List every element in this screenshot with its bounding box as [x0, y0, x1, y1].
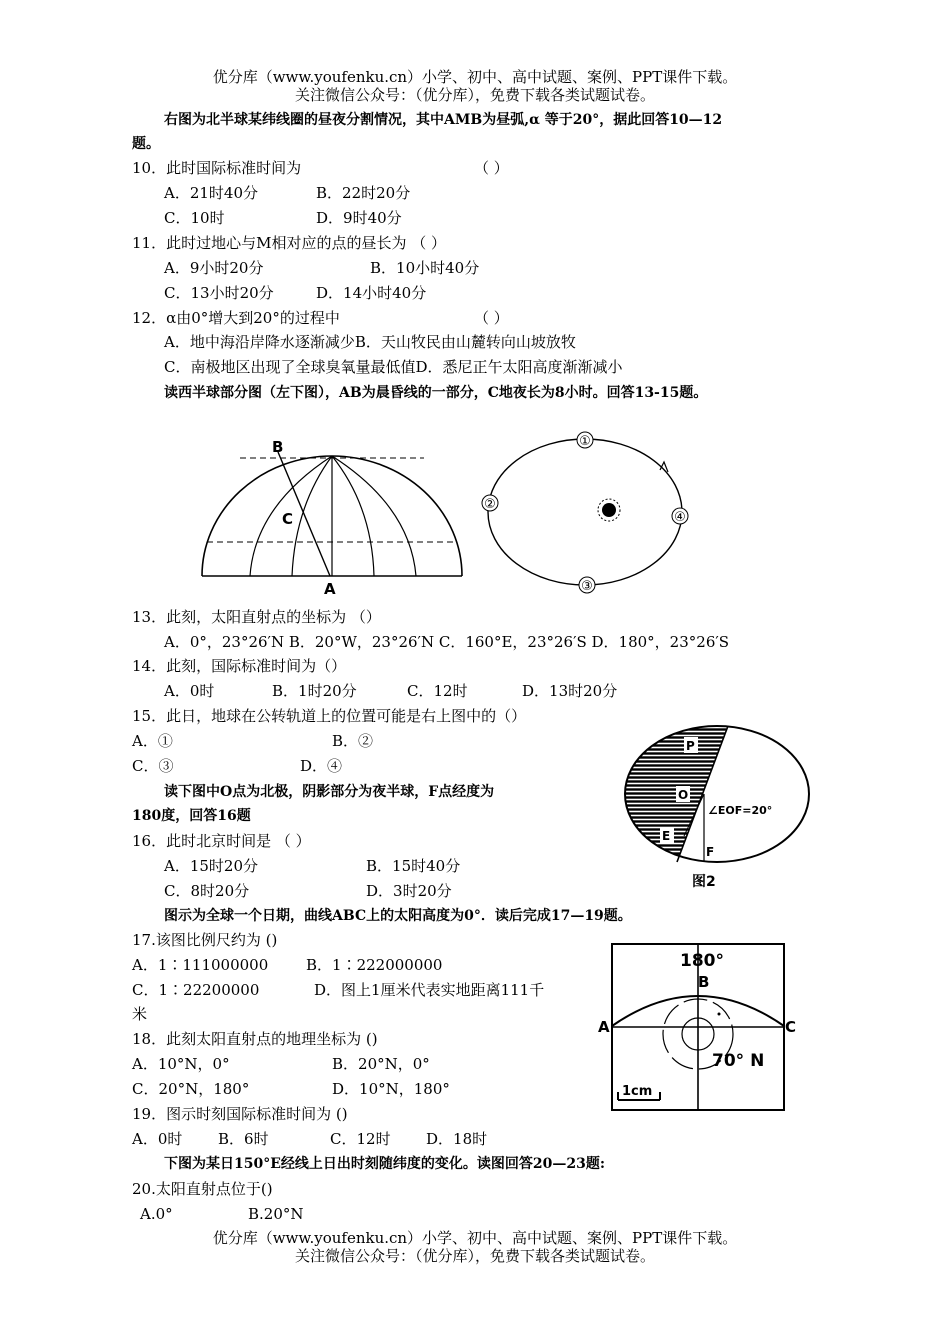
fig3-label-e: E [662, 829, 671, 843]
q11-stem: 11．此时过地心与M相对应的点的昼长为 （ ） [132, 234, 446, 252]
fig3-caption: 图2 [692, 874, 716, 890]
q16-stem: 16．此时北京时间是 （ ） [132, 832, 311, 850]
fig3-label-o: O [678, 788, 689, 802]
fig3-label-f: F [706, 845, 715, 859]
intro-20-23: 下图为某日150°E经线上日出时刻随纬度的变化。读图回答20—23题: [164, 1156, 606, 1172]
q12-stem: 12．α由0°增大到20°的过程中 [132, 309, 340, 327]
daylight-curve-figure [598, 940, 798, 1115]
intro-16-line-1: 读下图中O点为北极，阴影部分为夜半球，F点经度为 [164, 784, 495, 800]
earth-orbit-figure [482, 430, 692, 594]
q15-option-b: B．② [332, 732, 374, 750]
footer-line-1: 优分库（www.youfenku.cn）小学、初中、高中试题、案例、PPT课件下载。 [212, 1229, 738, 1247]
fig1-label-a: A [324, 580, 336, 598]
q16-option-a: A．15时20分 [164, 857, 259, 875]
orbit-position-2: ② [484, 497, 496, 512]
polar-view-figure [622, 724, 818, 890]
q14-option-a: A．0时 [164, 682, 215, 700]
q19-option-a: A．0时 [132, 1130, 183, 1148]
q11-option-d: D．14小时40分 [316, 284, 427, 302]
q18-stem: 18．此刻太阳直射点的地理坐标为 () [132, 1030, 378, 1048]
fig3-label-p: P [686, 739, 695, 753]
fig3-angle-label: ∠EOF=20° [708, 804, 773, 817]
q18-option-a: A．10°N，0° [132, 1055, 230, 1073]
q10-option-a: A．21时40分 [164, 184, 259, 202]
fig4-label-180: 180° [680, 951, 724, 971]
q15-option-a: A．① [132, 732, 173, 750]
q15-option-d: D．④ [300, 757, 343, 775]
q13-options: A．0°，23°26′N B．20°W，23°26′N C．160°E，23°26′S D．180°，23°26′S [164, 633, 730, 651]
fig4-label-b: B [698, 973, 710, 991]
q10-stem: 10．此时国际标准时间为 [132, 159, 302, 177]
q19-option-c: C．12时 [330, 1130, 391, 1148]
q11-option-c: C．13小时20分 [164, 284, 274, 302]
q10-option-b: B．22时20分 [316, 184, 411, 202]
q14-stem: 14．此刻，国际标准时间为（） [132, 657, 347, 675]
orbit-position-1: ① [579, 434, 591, 449]
fig4-label-70n: 70° N [712, 1051, 765, 1071]
fig4-label-c: C [785, 1018, 797, 1036]
q16-option-c: C．8时20分 [164, 882, 250, 900]
fig1-label-c: C [282, 510, 294, 528]
q19-option-d: D．18时 [426, 1130, 488, 1148]
q14-option-b: B．1时20分 [272, 682, 357, 700]
q17-option-d: D．图上1厘米代表实地距离111千 [314, 981, 545, 999]
q11-option-b: B．10小时40分 [370, 259, 480, 277]
western-hemisphere-figure [200, 436, 464, 596]
q10-option-c: C．10时 [164, 209, 225, 227]
q12-paren: （ ） [474, 309, 509, 327]
q17-option-d-cont: 米 [132, 1005, 148, 1023]
intro-16-line-2: 180度，回答16题 [132, 808, 251, 824]
q19-option-b: B．6时 [218, 1130, 269, 1148]
footer-line-2: 关注微信公众号：（优分库），免费下载各类试题试卷。 [294, 1247, 655, 1265]
orbit-position-4: ④ [674, 510, 686, 525]
fig4-scale-label: 1cm [622, 1084, 653, 1099]
q15-stem: 15．此日，地球在公转轨道上的位置可能是右上图中的（） [132, 707, 527, 725]
q16-option-d: D．3时20分 [366, 882, 452, 900]
intro-10-12-line-1: 右图为北半球某纬线圈的昼夜分割情况，其中AMB为昼弧,α 等于20°，据此回答10—12 [164, 112, 723, 128]
q17-option-c: C．1∶22200000 [132, 981, 260, 999]
sun-icon [602, 503, 616, 517]
fig4-label-a: A [598, 1018, 610, 1036]
q14-option-d: D．13时20分 [522, 682, 618, 700]
q16-option-b: B．15时40分 [366, 857, 461, 875]
header-line-2: 关注微信公众号：（优分库），免费下载各类试题试卷。 [294, 86, 655, 104]
header-line-1: 优分库（www.youfenku.cn）小学、初中、高中试题、案例、PPT课件下载。 [212, 68, 738, 86]
q12-options-cd: C．南极地区出现了全球臭氧量最低值D．悉尼正午太阳高度渐渐减小 [164, 358, 623, 376]
orbit-position-3: ③ [581, 579, 593, 594]
intro-10-12-line-2: 题。 [132, 136, 160, 152]
q12-options-ab: A．地中海沿岸降水逐渐减少B．天山牧民由山麓转向山坡放牧 [164, 333, 576, 351]
q18-option-b: B．20°N，0° [332, 1055, 430, 1073]
fig1-label-b: B [272, 438, 284, 456]
q19-stem: 19．图示时刻国际标准时间为 () [132, 1105, 348, 1123]
q20-option-a: A.0° [140, 1205, 173, 1223]
q10-paren: （ ） [474, 159, 509, 177]
q17-option-b: B．1∶222000000 [306, 956, 443, 974]
q11-option-a: A．9小时20分 [164, 259, 264, 277]
q15-option-c: C．③ [132, 757, 174, 775]
q20-stem: 20.太阳直射点位于() [132, 1180, 273, 1198]
q20-option-b: B.20°N [248, 1205, 304, 1223]
q10-option-d: D．9时40分 [316, 209, 402, 227]
q17-option-a: A．1∶111000000 [132, 956, 269, 974]
intro-13-15: 读西半球部分图（左下图），AB为晨昏线的一部分，C地夜长为8小时。回答13-15题。 [164, 385, 708, 401]
q18-option-d: D．10°N，180° [332, 1080, 450, 1098]
q18-option-c: C．20°N，180° [132, 1080, 250, 1098]
q14-option-c: C．12时 [407, 682, 468, 700]
q17-stem: 17.该图比例尺约为 () [132, 931, 278, 949]
q13-stem: 13．此刻，太阳直射点的坐标为 （） [132, 608, 381, 626]
intro-17-19: 图示为全球一个日期，曲线ABC上的太阳高度为0°．读后完成17—19题。 [164, 908, 632, 924]
